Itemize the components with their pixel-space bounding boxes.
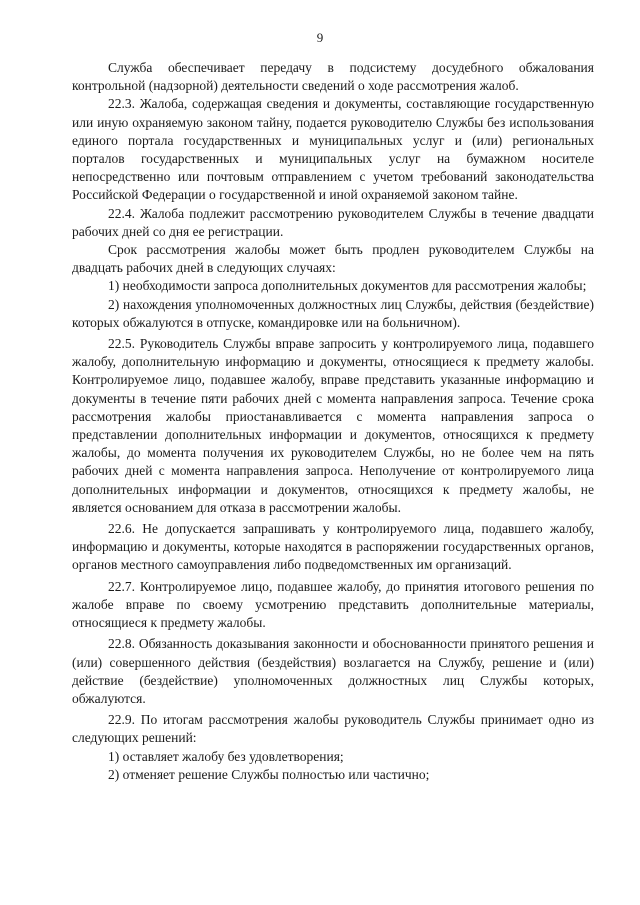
document-body	[72, 59, 594, 784]
paragraph-22-6: 22.6. Не допускается запрашивать у контролируемого лица, подавшего жалобу, информацию и документы, которые находятся в распоряжении государственных органов, органов местного самоуправления либо подведомственных им организаций.	[72, 521, 594, 573]
paragraph-22-9: 22.9. По итогам рассмотрения жалобы руководитель Службы принимает одно из следующих решений:	[72, 712, 594, 746]
paragraph-22-8: 22.8. Обязанность доказывания законности и обоснованности принятого решения и (или) совершенного действия (бездействия) возлагается на Службу, решение и (или) действие (бездействие) уполномоченных должностных лиц Службы которых, обжалуются.	[72, 636, 594, 706]
paragraph-transfer-to-subsystem: Служба обеспечивает передачу в подсистему досудебного обжалования контрольной (надзорной) деятельности сведений о ходе рассмотрения жалоб.	[72, 60, 594, 94]
paragraph-22-5: 22.5. Руководитель Службы вправе запросить у контролируемого лица, подавшего жалобу, дополнительную информацию и документы, относящиеся к предмету жалобы. Контролируемое лицо, подавшее жалобу, вправе представить указанные информацию и документы в течение пяти рабочих дней с момента направления запроса. Течение срока рассмотрения жалобы приостанавливается с момента направления запроса о представлении дополнительных информации и документов, относящихся к предмету жалобы, до момента получения их руководителем Службы, но не более чем на пять рабочих дней с момента направления запроса. Неполучение от контролируемого лица дополнительных информации и документов, относящихся к предмету жалобы, не является основанием для отказа в рассмотрении жалобы.	[72, 336, 594, 515]
list-item-2-decision: 2) отменяет решение Службы полностью или частично;	[108, 766, 430, 782]
list-item-2-extension: 2) нахождения уполномоченных должностных лиц Службы, действия (бездействие) которых обжалуются в отпуске, командировке или на больничном).	[72, 296, 594, 330]
page-number: 9	[316, 30, 324, 45]
paragraph-22-3: 22.3. Жалоба, содержащая сведения и документы, составляющие государственную или иную охраняемую законом тайну, подается руководителю Службы без использования единого портала государственных и муниципальных услуг и (или) региональных порталов государственных и муниципальных услуг на бумажном носителе непосредственно или почтовым отправлением с учетом требований законодательства Российской Федерации о государственной и иной охраняемой законом тайне.	[72, 96, 594, 203]
paragraph-extension-term: Срок рассмотрения жалобы может быть продлен руководителем Службы на двадцать рабочих дней в следующих случаях:	[72, 242, 594, 276]
paragraph-22-7: 22.7. Контролируемое лицо, подавшее жалобу, до принятия итогового решения по жалобе вправе по своему усмотрению представить дополнительные материалы, относящиеся к предмету жалобы.	[72, 578, 594, 631]
paragraph-22-4: 22.4. Жалоба подлежит рассмотрению руководителем Службы в течение двадцати рабочих дней со дня ее регистрации.	[72, 205, 594, 239]
list-item-1-extension: 1) необходимости запроса дополнительных документов для рассмотрения жалобы;	[108, 278, 587, 294]
list-item-1-decision: 1) оставляет жалобу без удовлетворения;	[108, 748, 344, 764]
